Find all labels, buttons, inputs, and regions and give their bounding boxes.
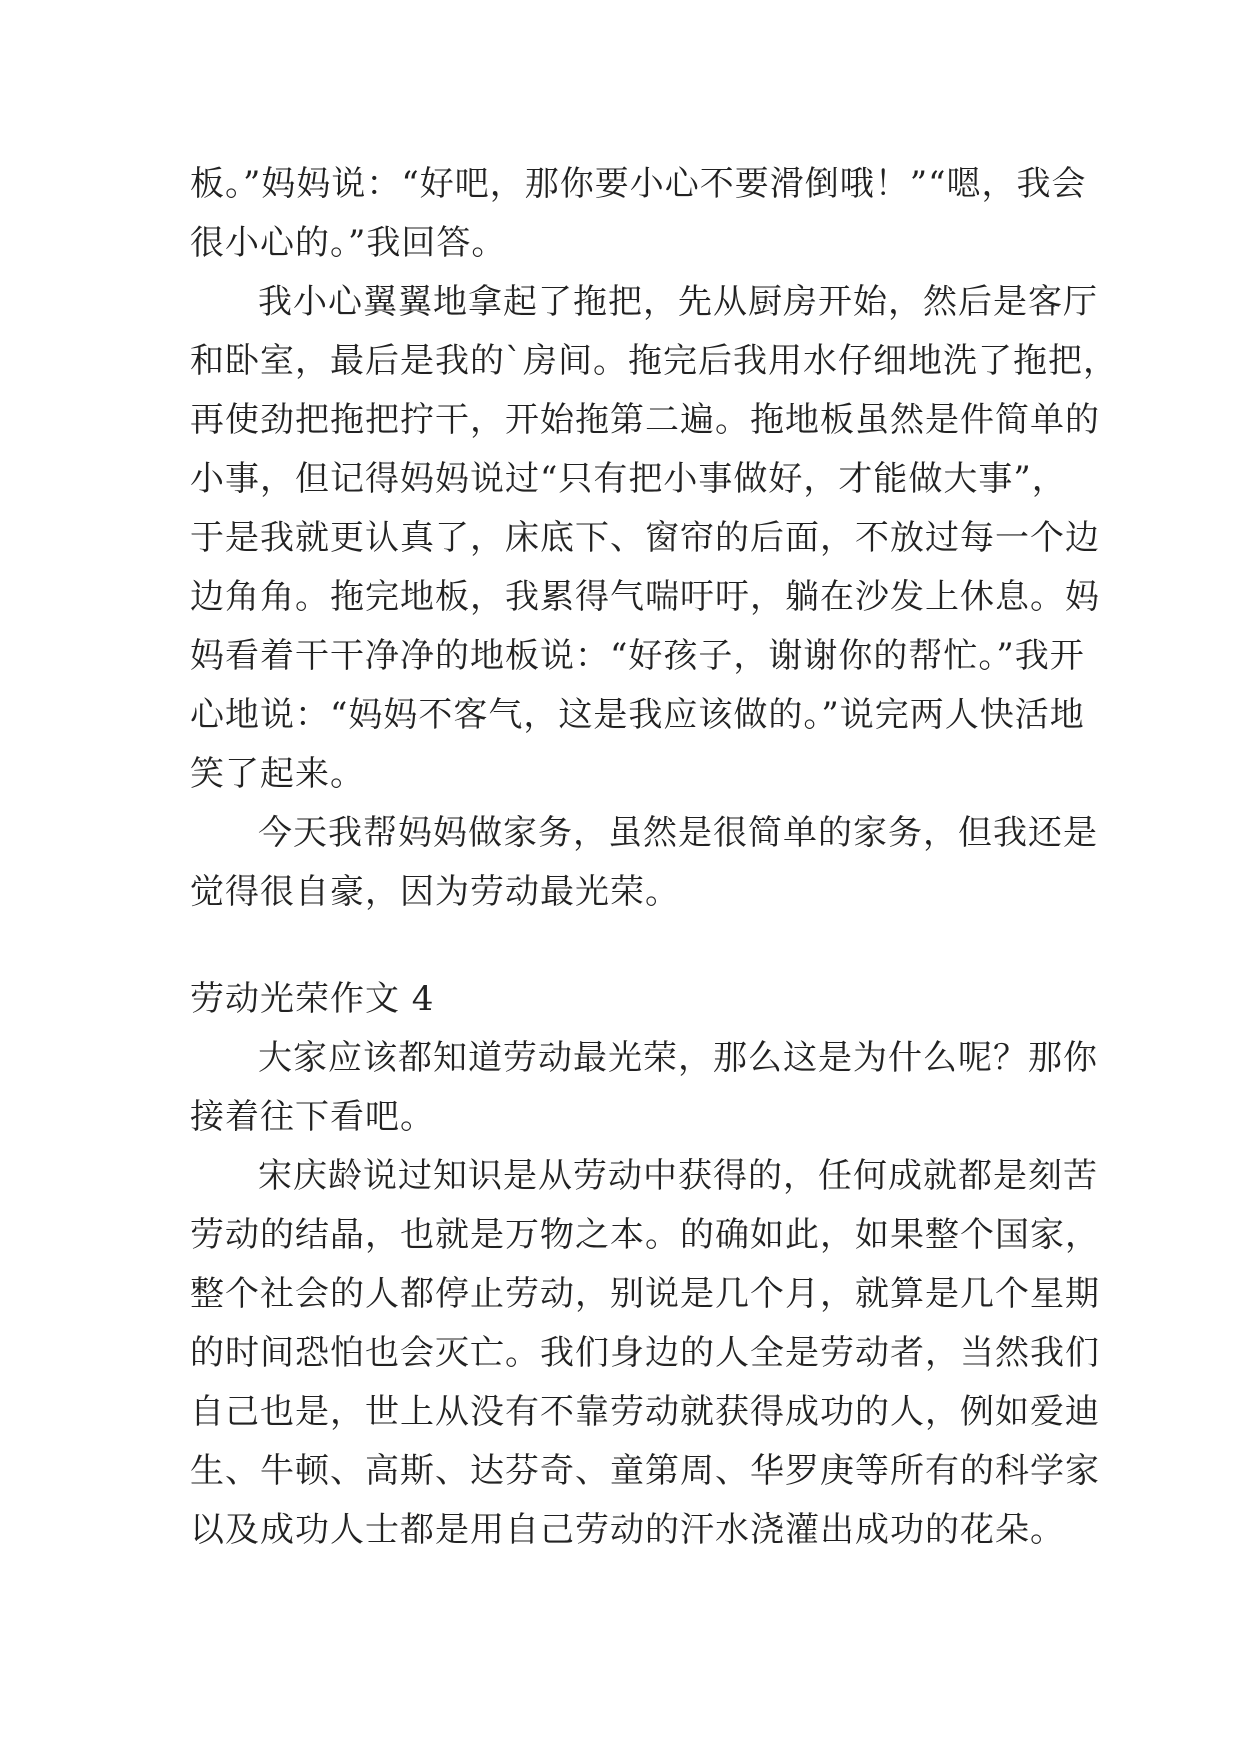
paragraph-line: 生、牛顿、高斯、达芬奇、童第周、华罗庚等所有的科学家: [190, 1451, 1100, 1491]
paragraph-line: 再使劲把拖把拧干，开始拖第二遍。拖地板虽然是件简单的: [190, 400, 1100, 440]
paragraph-line: 边角角。拖完地板，我累得气喘吁吁，躺在沙发上休息。妈: [190, 577, 1100, 617]
paragraph-line: 于是我就更认真了，床底下、窗帘的后面，不放过每一个边: [190, 518, 1100, 558]
paragraph-line: 觉得很自豪，因为劳动最光荣。: [190, 872, 680, 912]
paragraph-line: 心地说：“妈妈不客气，这是我应该做的。”说完两人快活地: [190, 695, 1085, 735]
paragraph-line: 自己也是，世上从没有不靠劳动就获得成功的人，例如爱迪: [190, 1392, 1100, 1432]
paragraph-line: 板。”妈妈说：“好吧，那你要小心不要滑倒哦！”“嗯，我会: [190, 164, 1087, 204]
essay-section-2: [190, 1029, 1100, 1560]
paragraph-line: 以及成功人士都是用自己劳动的汗水浇灌出成功的花朵。: [190, 1510, 1065, 1550]
paragraph-line: 小事，但记得妈妈说过“只有把小事做好，才能做大事”，: [190, 459, 1067, 499]
paragraph-line: 的时间恐怕也会灭亡。我们身边的人全是劳动者，当然我们: [190, 1333, 1100, 1373]
paragraph-line: 很小心的。”我回答。: [190, 223, 507, 263]
paragraph-line: 劳动的结晶，也就是万物之本。的确如此，如果整个国家，: [190, 1215, 1100, 1255]
paragraph-line: 接着往下看吧。: [190, 1097, 435, 1137]
paragraph-line: 和卧室，最后是我的`房间。拖完后我用水仔细地洗了拖把，: [190, 341, 1118, 381]
paragraph-line: 今天我帮妈妈做家务，虽然是很简单的家务，但我还是: [258, 813, 1098, 853]
paragraph-line: 妈看着干干净净的地板说：“好孩子，谢谢你的帮忙。”我开: [190, 636, 1085, 676]
paragraph-line: 整个社会的人都停止劳动，别说是几个月，就算是几个星期: [190, 1274, 1100, 1314]
essay-heading: 劳动光荣作文 4: [190, 979, 435, 1019]
paragraph-line: 宋庆龄说过知识是从劳动中获得的，任何成就都是刻苦: [258, 1156, 1098, 1196]
paragraph-line: 笑了起来。: [190, 754, 365, 794]
paragraph-line: 我小心翼翼地拿起了拖把，先从厨房开始，然后是客厅: [258, 282, 1098, 322]
essay-section-1: [190, 155, 1118, 922]
paragraph-line: 大家应该都知道劳动最光荣，那么这是为什么呢？那你: [258, 1038, 1098, 1078]
